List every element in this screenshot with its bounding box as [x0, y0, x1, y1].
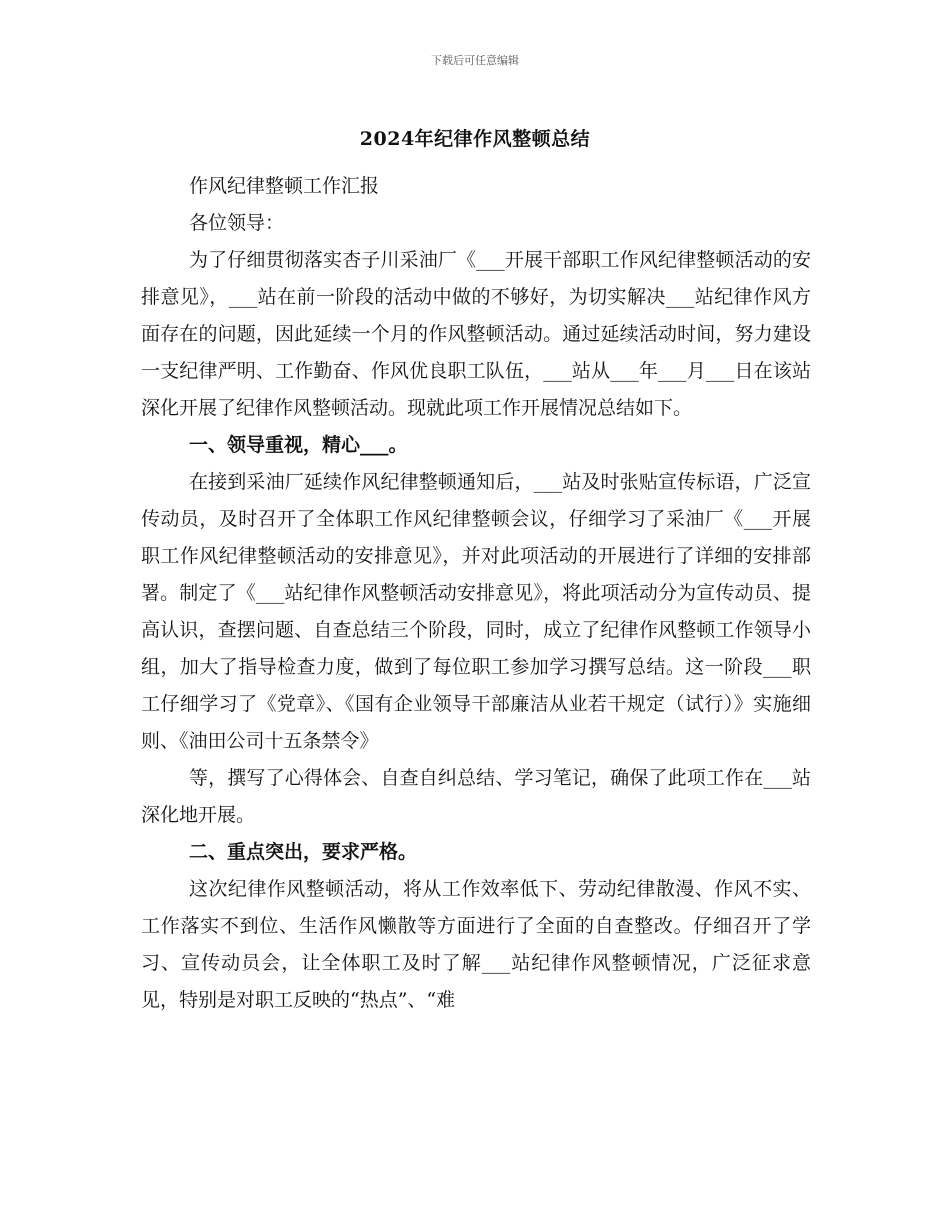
- section-heading: 一、领导重视，精心___。: [189, 434, 408, 456]
- paragraph: 作风纪律整顿工作汇报: [189, 175, 380, 197]
- document-title: 2024年纪律作风整顿总结: [359, 128, 591, 150]
- paragraph: 这次纪律作风整顿活动，将从工作效率低下、劳动纪律散漫、作风不实、工作落实不到位、生活作风懒散等方面进行了全面的自查整改。仔细召开了学习、宣传动员会，让全体职工及时了解___站纪律作风整顿情况，广泛征求意见，特别是对职工反映的“热点”、“难: [141, 878, 811, 1011]
- paragraph: 在接到采油厂延续作风纪律整顿通知后，___站及时张贴宣传标语，广泛宣传动员，及时召开了全体职工作风纪律整顿会议，仔细学习了采油厂《___开展职工作风纪律整顿活动的安排意见》，并对此项活动的开展进行了详细的安排部署。制定了《___站纪律作风整顿活动安排意见》，将此项活动分为宣传动员、提高认识，查摆问题、自查总结三个阶段，同时，成立了纪律作风整顿工作领导小组，加大了指导检查力度，做到了每位职工参加学习撰写总结。这一阶段___职工仔细学习了《党章》、《国有企业领导干部廉洁从业若干规定（试行）》实施细则、《油田公司十五条禁令》: [141, 471, 811, 752]
- paragraph: 为了仔细贯彻落实杏子川采油厂《___开展干部职工作风纪律整顿活动的安排意见》，___站在前一阶段的活动中做的不够好，为切实解决___站纪律作风方面存在的问题，因此延续一个月的作风整顿活动。通过延续活动时间，努力建设一支纪律严明、工作勤奋、作风优良职工队伍，___站从___年___月___日在该站深化开展了纪律作风整顿活动。现就此项工作开展情况总结如下。: [141, 249, 811, 419]
- header-note: 下载后可任意编辑: [431, 54, 519, 67]
- document-body: [141, 168, 811, 1019]
- section-heading: 二、重点突出，要求严格。: [189, 841, 418, 863]
- paragraph: 各位领导：: [189, 212, 285, 234]
- paragraph: 等，撰写了心得体会、自查自纠总结、学习笔记，确保了此项工作在___站深化地开展。: [141, 767, 811, 826]
